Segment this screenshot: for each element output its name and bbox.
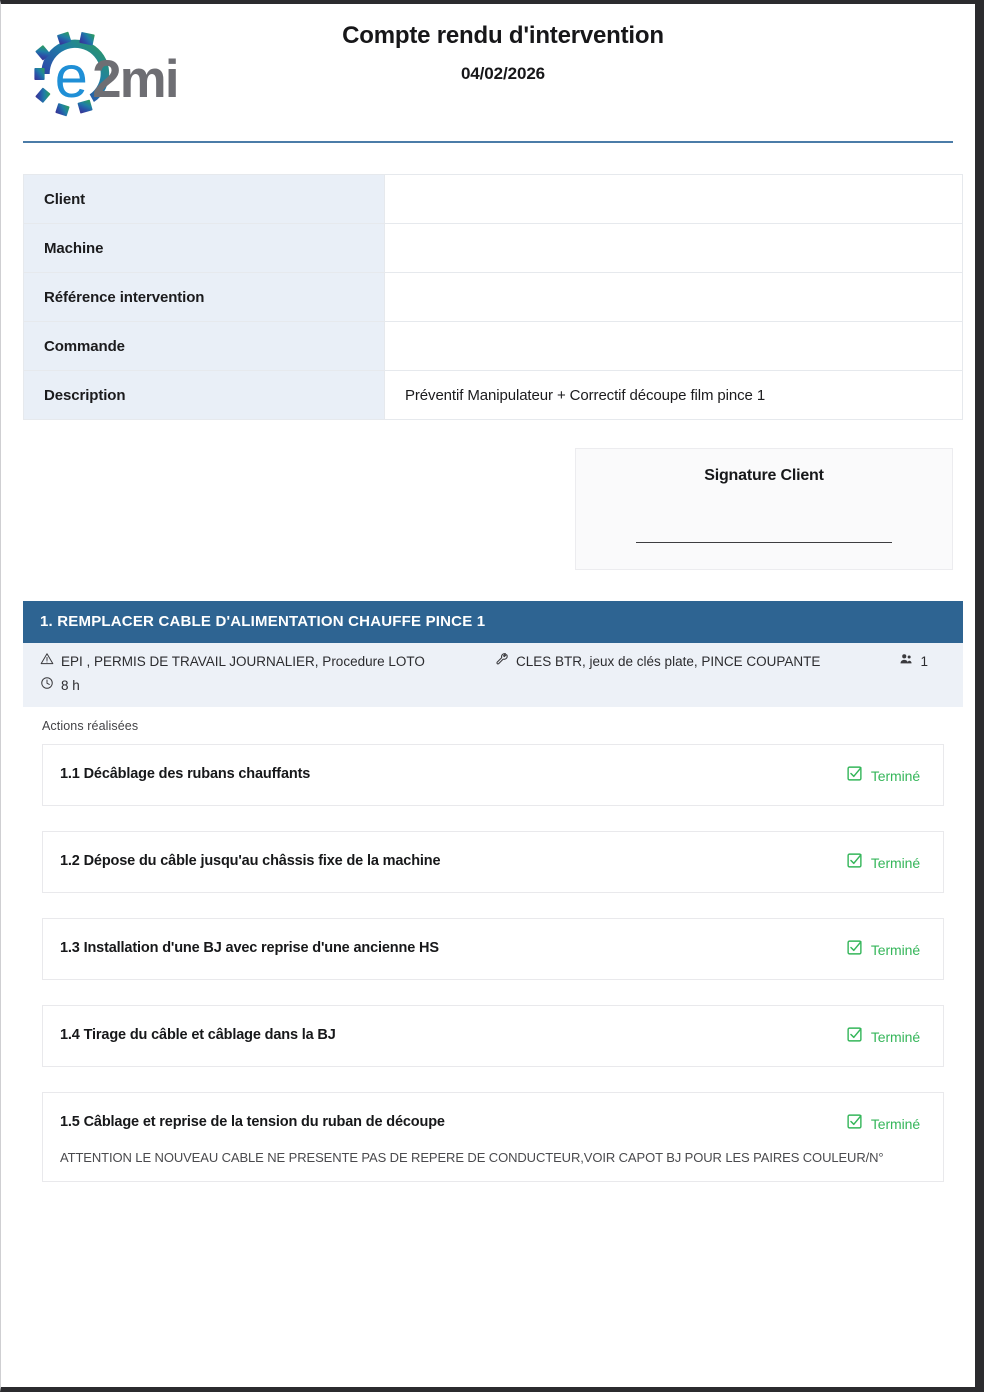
- info-value-commande: [385, 322, 963, 371]
- action-top-row: [60, 765, 926, 787]
- table-row: [24, 322, 963, 371]
- task-duration-text: 8 h: [61, 677, 80, 693]
- signature-row: [23, 448, 953, 570]
- status-badge[interactable]: [846, 765, 926, 787]
- action-top-row: [60, 852, 926, 874]
- info-label-commande: Commande: [24, 322, 385, 371]
- task-safety-text: EPI , PERMIS DE TRAVAIL JOURNALIER, Procedure LOTO: [61, 654, 425, 669]
- table-row: [24, 224, 963, 273]
- status-text: Terminé: [870, 1115, 920, 1132]
- svg-text:2mi: 2mi: [92, 49, 178, 109]
- svg-text:e: e: [54, 42, 88, 110]
- info-table-body: [24, 175, 963, 420]
- header-divider: [23, 141, 953, 143]
- task-tools-text: CLES BTR, jeux de clés plate, PINCE COUPANTE: [516, 654, 821, 669]
- info-value-reference: [385, 273, 963, 322]
- info-label-machine: Machine: [24, 224, 385, 273]
- info-value-client: [385, 175, 963, 224]
- status-text: Terminé: [870, 854, 920, 871]
- action-top-row: [60, 939, 926, 961]
- people-icon: [899, 652, 913, 673]
- status-badge[interactable]: [846, 852, 926, 874]
- info-value-machine: [385, 224, 963, 273]
- task-meta-line-1: [40, 652, 946, 673]
- task-section-heading: 1. REMPLACER CABLE D'ALIMENTATION CHAUFFE PINCE 1: [23, 601, 963, 643]
- actions-realized-label: Actions réalisées: [42, 718, 139, 733]
- task-duration: [40, 676, 80, 697]
- e2mi-logo: [31, 26, 201, 122]
- checkbox-checked-icon: [846, 1113, 863, 1135]
- status-badge[interactable]: [846, 939, 926, 961]
- table-row: [24, 273, 963, 322]
- action-item-1-4[interactable]: [42, 1005, 944, 1067]
- checkbox-checked-icon: [846, 939, 863, 961]
- document-header: [23, 4, 953, 119]
- signature-title: Signature Client: [704, 467, 824, 484]
- action-title: 1.4 Tirage du câble et câblage dans la BJ: [60, 1026, 336, 1043]
- action-title: 1.1 Décâblage des rubans chauffants: [60, 765, 311, 782]
- page-inner: [1, 4, 975, 1182]
- action-title: 1.3 Installation d'une BJ avec reprise d'une ancienne HS: [60, 939, 439, 956]
- warning-triangle-icon: [40, 652, 54, 673]
- action-item-1-1[interactable]: [42, 744, 944, 806]
- table-row: [24, 371, 963, 420]
- status-badge[interactable]: [846, 1026, 926, 1048]
- task-section-1: [23, 601, 963, 1182]
- status-badge[interactable]: [846, 1113, 926, 1135]
- signature-line: [636, 542, 892, 543]
- info-value-description: Préventif Manipulateur + Correctif découpe film pince 1: [385, 371, 963, 420]
- task-people-text: 1: [920, 654, 928, 669]
- status-text: Terminé: [870, 767, 920, 784]
- action-title: 1.2 Dépose du câble jusqu'au châssis fixe de la machine: [60, 852, 441, 869]
- checkbox-checked-icon: [846, 1026, 863, 1048]
- signature-client-box[interactable]: [575, 448, 953, 570]
- task-tools-required: [495, 652, 899, 673]
- status-text: Terminé: [870, 941, 920, 958]
- action-item-1-3[interactable]: [42, 918, 944, 980]
- action-list: [23, 744, 963, 1182]
- info-label-description: Description: [24, 371, 385, 420]
- checkbox-checked-icon: [846, 852, 863, 874]
- intervention-info-table: [23, 174, 963, 420]
- clock-icon: [40, 676, 54, 697]
- task-meta-panel: [23, 643, 963, 707]
- document-date: 04/02/2026: [460, 63, 546, 83]
- task-people-count: [899, 652, 946, 673]
- page-title: Compte rendu d'intervention: [342, 22, 664, 49]
- status-text: Terminé: [870, 1028, 920, 1045]
- info-label-client: Client: [24, 175, 385, 224]
- action-top-row: [60, 1113, 926, 1135]
- wrench-icon: [495, 652, 509, 673]
- action-note: ATTENTION LE NOUVEAU CABLE NE PRESENTE PAS DE REPERE DE CONDUCTEUR,VOIR CAPOT BJ POUR LES PAIRES COULEUR/N°: [60, 1149, 884, 1165]
- e2mi-logo-icon: [31, 26, 201, 122]
- action-title: 1.5 Câblage et reprise de la tension du ruban de découpe: [60, 1113, 445, 1130]
- action-item-1-5[interactable]: [42, 1092, 944, 1182]
- table-row: [24, 175, 963, 224]
- info-label-reference: Référence intervention: [24, 273, 385, 322]
- task-safety-requirements: [40, 652, 495, 673]
- action-item-1-2[interactable]: [42, 831, 944, 893]
- checkbox-checked-icon: [846, 765, 863, 787]
- action-top-row: [60, 1026, 926, 1048]
- task-meta-line-2: [40, 673, 946, 697]
